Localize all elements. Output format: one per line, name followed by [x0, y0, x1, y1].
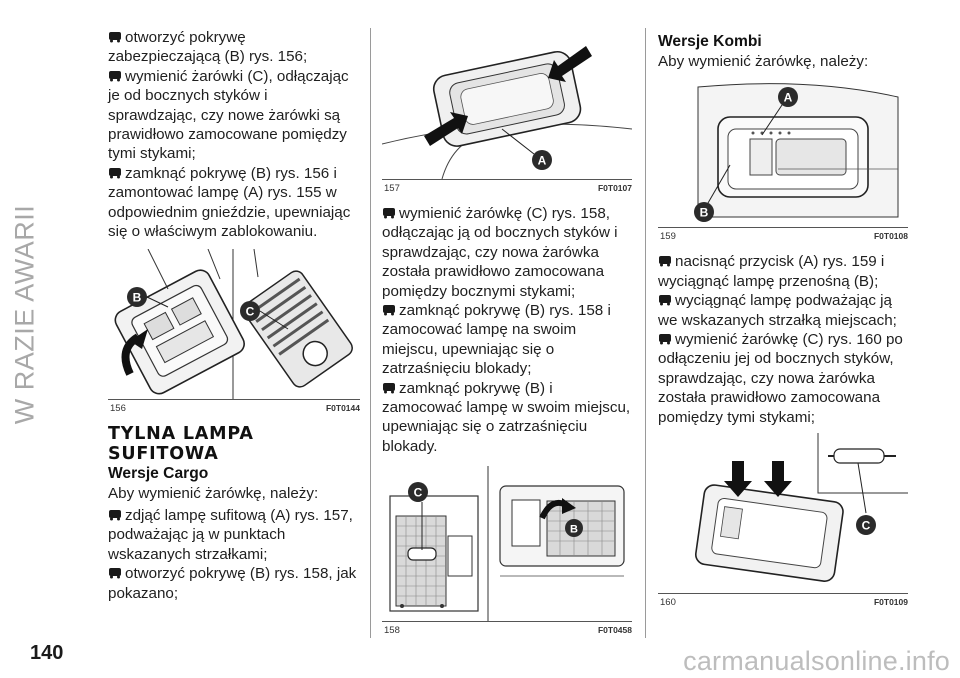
car-bullet-icon: [108, 567, 122, 579]
portable-lamp-illustration: [658, 77, 908, 227]
figure-156: [108, 249, 360, 400]
step-paragraph: wymienić żarówki (C), odłączając je od bocznych styków i sprawdzając, czy nowe żarówki są prawidłowo zamocowane pomiędzy tymi stykami;: [108, 67, 349, 163]
car-bullet-icon: [108, 167, 122, 179]
lamp-bulb-illustration: [382, 466, 632, 621]
column-divider: [370, 28, 371, 638]
car-bullet-icon: [658, 294, 672, 306]
car-bullet-icon: [382, 304, 396, 316]
figure-157: [382, 34, 632, 180]
page-number: 140: [30, 642, 64, 664]
callout-label: C: [413, 485, 423, 500]
callout-label: A: [783, 90, 793, 105]
side-chapter-title: W RAZIE AWARII: [9, 204, 40, 424]
step-paragraph: zdjąć lampę sufitową (A) rys. 157, podważając ją w punktach wskazanych strzałkami;: [108, 506, 353, 563]
bulb-replacement-illustration: [658, 433, 908, 593]
callout-label: C: [245, 304, 255, 319]
step-paragraph: wyciągnąć lampę podważając ją we wskazanych strzałką miejscach;: [658, 292, 897, 329]
figure-caption: 160 F0T0109: [660, 597, 908, 609]
car-bullet-icon: [108, 509, 122, 521]
car-bullet-icon: [658, 333, 672, 345]
column-left: [108, 28, 360, 603]
step-paragraph: otworzyć pokrywę (B) rys. 158, jak pokazano;: [108, 565, 357, 602]
callout-label: C: [861, 518, 871, 533]
intro-paragraph: Aby wymienić żarówkę, należy:: [108, 485, 319, 503]
figure-caption: 157 F0T0107: [384, 183, 632, 194]
figure-160: [658, 433, 908, 594]
car-bullet-icon: [108, 31, 122, 43]
figure-caption: 158 F0T0458: [384, 625, 632, 637]
car-bullet-icon: [658, 255, 672, 267]
car-bullet-icon: [108, 70, 122, 82]
car-bullet-icon: [382, 382, 396, 394]
callout-label: B: [570, 523, 578, 536]
step-paragraph: zamknąć pokrywę (B) rys. 156 i zamontować lampę (A) rys. 155 w odpowiednim gnieździe, upewniając się o właściwym zablokowaniu.: [108, 164, 351, 241]
lamp-cover-illustration: [108, 249, 360, 399]
subsection-title: Wersje Kombi: [658, 33, 762, 50]
step-paragraph: otworzyć pokrywę zabezpieczającą (B) rys. 156;: [108, 29, 308, 66]
section-title: TYLNA LAMPA SUFITOWA: [108, 424, 254, 465]
callout-label: B: [699, 205, 709, 220]
column-middle: [382, 28, 632, 636]
watermark: carmanualsonline.info: [683, 646, 950, 676]
step-paragraph: nacisnąć przycisk (A) rys. 159 i wyciągnąć lampę przenośną (B);: [658, 253, 885, 290]
column-divider: [645, 28, 646, 638]
figure-159: [658, 77, 908, 228]
ceiling-lamp-illustration: [382, 34, 632, 179]
figure-158: [382, 466, 632, 622]
intro-paragraph: Aby wymienić żarówkę, należy:: [658, 53, 869, 70]
subsection-title: Wersje Cargo: [108, 465, 209, 483]
car-bullet-icon: [382, 207, 396, 219]
figure-caption: 159 F0T0108: [660, 231, 908, 243]
step-paragraph: zamknąć pokrywę (B) i zamocować lampę w swoim miejscu, upewniając się o zatrzaśnięciu blokady.: [382, 379, 631, 455]
step-paragraph: zamknąć pokrywę (B) rys. 158 i zamocować lampę na swoim miejscu, upewniając się o zatrzaśnięciu blokady;: [382, 302, 611, 378]
step-paragraph: wymienić żarówkę (C) rys. 160 po odłączeniu jej od bocznych styków, sprawdzając, czy nowa żarówka została prawidłowo zamocowana pomiędzy tymi stykami;: [658, 331, 903, 426]
step-paragraph: wymienić żarówkę (C) rys. 158, odłączając ją od bocznych styków i sprawdzając, czy nowa żarówka została prawidłowo zamocowana pomiędzy bocznymi stykami;: [382, 205, 618, 300]
callout-label: B: [132, 290, 142, 305]
callout-label: A: [537, 153, 547, 168]
figure-caption: 156 F0T0144: [110, 403, 360, 415]
column-right: [658, 28, 908, 608]
